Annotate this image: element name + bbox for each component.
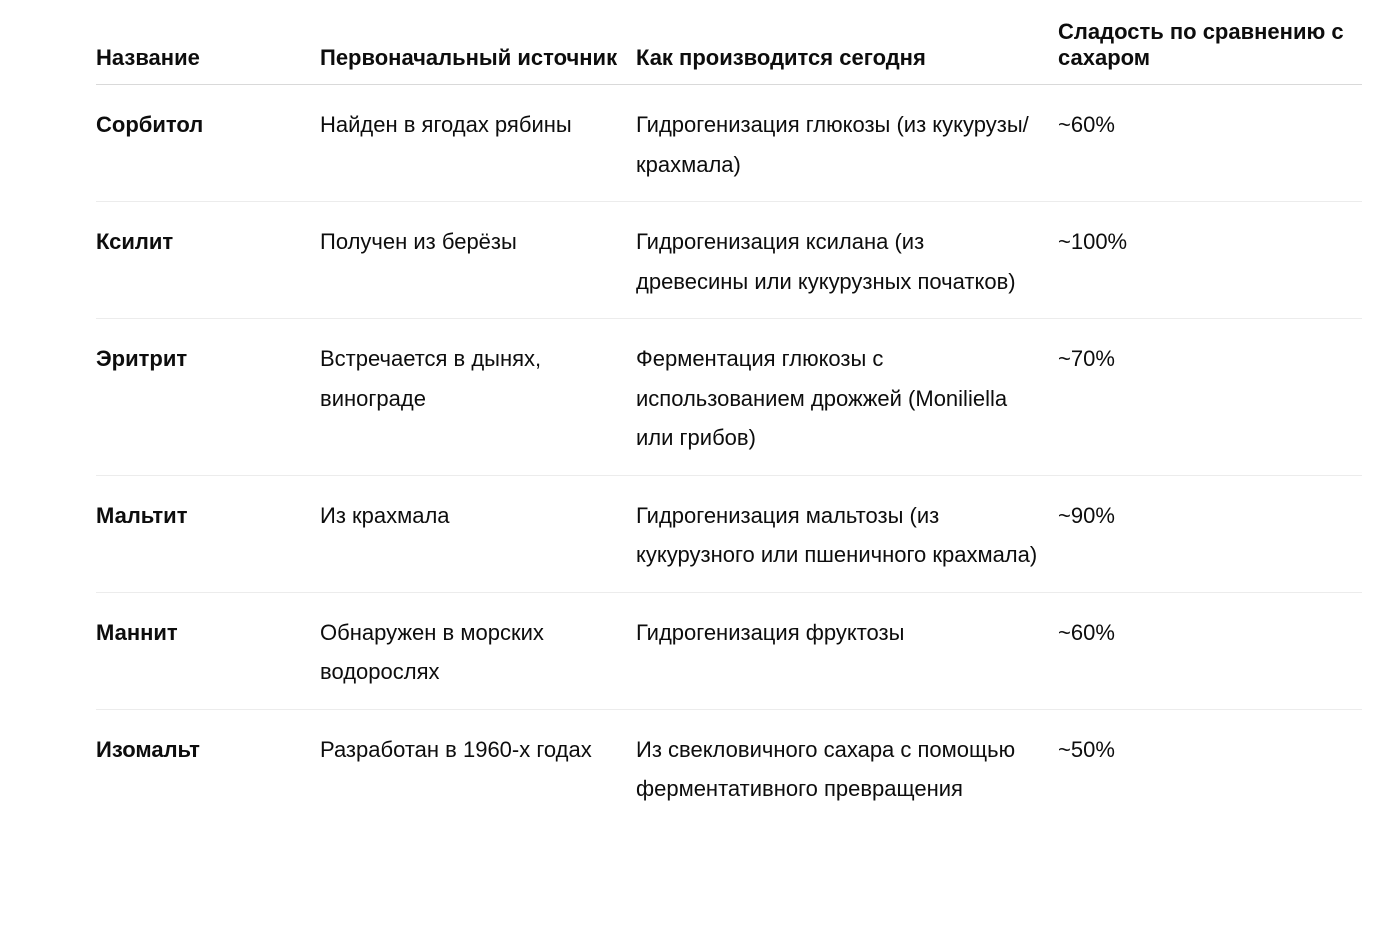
table-header — [96, 0, 1362, 85]
cell-name: Изомальт — [96, 736, 200, 762]
cell-source: Найден в ягодах рябины — [320, 85, 636, 202]
cell-sweetness: ~100% — [1058, 202, 1362, 319]
cell-source: Обнаружен в морских водорослях — [320, 592, 636, 709]
cell-production: Гидрогенизация глюкозы (из кукурузы/крахмала) — [636, 85, 1058, 202]
cell-production: Гидрогенизация фруктозы — [636, 592, 1058, 709]
table-row — [96, 85, 1362, 202]
cell-source: Разработан в 1960-х годах — [320, 736, 592, 762]
table-row — [96, 319, 1362, 476]
table-row — [96, 475, 1362, 592]
cell-sweetness: ~70% — [1058, 319, 1362, 476]
header-source: Первоначальный источник — [320, 0, 636, 85]
cell-production: Из свекловичного сахара с помощью ферментативного превращения — [636, 736, 1016, 801]
cell-sweetness: ~90% — [1058, 475, 1362, 592]
table-body — [96, 85, 1362, 826]
sweeteners-table — [96, 0, 1362, 826]
header-row — [96, 0, 1362, 85]
header-name: Название — [96, 0, 320, 85]
cell-source: Встречается в дынях, винограде — [320, 319, 636, 476]
cell-sweetness: ~50% — [1058, 736, 1115, 762]
header-production: Как производится сегодня — [636, 0, 1058, 85]
cell-name: Мальтит — [96, 475, 320, 592]
cell-name: Эритрит — [96, 319, 320, 476]
cell-production: Гидрогенизация мальтозы (из кукурузного или пшеничного крахмала) — [636, 475, 1058, 592]
cell-production: Гидрогенизация ксилана (из древесины или кукурузных початков) — [636, 202, 1058, 319]
table-row — [96, 592, 1362, 709]
cell-name: Сорбитол — [96, 85, 320, 202]
cell-name: Ксилит — [96, 202, 320, 319]
sweeteners-table-container — [96, 0, 1362, 826]
cell-sweetness: ~60% — [1058, 85, 1362, 202]
cell-production: Ферментация глюкозы с использованием дрожжей (Moniliella или грибов) — [636, 319, 1058, 476]
header-sweetness: Сладость по сравнению с сахаром — [1058, 0, 1362, 85]
cell-sweetness: ~60% — [1058, 592, 1362, 709]
table-row — [96, 202, 1362, 319]
cell-source: Получен из берёзы — [320, 202, 636, 319]
cell-source: Из крахмала — [320, 475, 636, 592]
table-row — [96, 709, 1362, 826]
cell-name: Маннит — [96, 592, 320, 709]
